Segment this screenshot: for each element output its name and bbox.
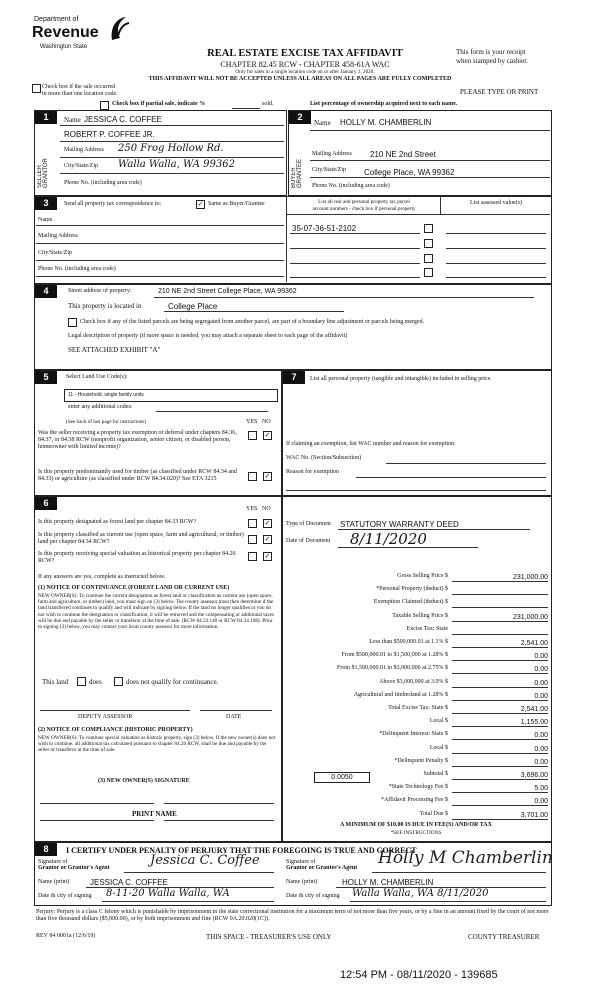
multi-location-label-2: in more than one location code. bbox=[42, 91, 118, 97]
s6-q3-yes-checkbox[interactable] bbox=[248, 552, 257, 561]
tax-row-label: Excise Tax: State bbox=[406, 626, 448, 632]
grantor-signature-label-1: Signature of bbox=[38, 859, 68, 865]
tax-row-value[interactable]: 3,696.00 bbox=[520, 772, 548, 779]
personal-property-label: List all personal property (tangible and intangible) included in selling price. bbox=[310, 376, 492, 382]
receipt-note-1: This form is your receipt bbox=[456, 48, 526, 56]
tax-row-value[interactable]: 2,541.00 bbox=[520, 640, 548, 647]
tax-row-label: *Personal Property (deduct) $ bbox=[376, 586, 448, 592]
grantee-print-name: HOLLY M. CHAMBERLIN bbox=[342, 878, 434, 887]
buyer-city-label: City/State/Zip bbox=[312, 167, 346, 173]
tax-row-value[interactable]: 0.00 bbox=[534, 693, 548, 700]
grantor-print-name: JESSICA C. COFFEE bbox=[90, 878, 168, 887]
received-timestamp: 12:54 PM - 08/11/2020 - 139685 bbox=[340, 969, 498, 981]
parcel-2-personal-checkbox[interactable] bbox=[424, 239, 433, 248]
s5-yes-header: YES bbox=[246, 419, 258, 425]
tax-row-value[interactable]: 2,541.00 bbox=[520, 706, 548, 713]
s5-q2-no-checkbox[interactable]: ✓ bbox=[264, 472, 271, 480]
local-rate-box[interactable] bbox=[314, 772, 370, 783]
located-in-value: College Place bbox=[168, 302, 218, 311]
receipt-note-2: when stamped by cashier. bbox=[456, 57, 528, 65]
tax-row-value[interactable]: 231,000.00 bbox=[512, 614, 548, 621]
doc-date-value: 8/11/2020 bbox=[350, 530, 427, 548]
tax-row-label: *Affidavit Processing Fee $ bbox=[380, 797, 448, 803]
doc-type-label: Type of Document bbox=[286, 521, 331, 527]
assessor-date-label: DATE bbox=[226, 714, 242, 720]
street-address-value: 210 NE 2nd Street College Place, WA 99362 bbox=[158, 288, 297, 295]
buyer-mailing-value: 210 NE 2nd Street bbox=[370, 150, 436, 159]
tax-row-label: From $500,000.01 to $1,500,000 at 1.28% $ bbox=[341, 652, 448, 658]
grantee-signature-label-2: Grantor or Grantee's Agent bbox=[286, 865, 358, 871]
land-use-select[interactable] bbox=[64, 389, 278, 402]
land-use-label: Select Land Use Code(s): bbox=[66, 374, 128, 380]
parcel-header-2: account numbers - check box if personal property bbox=[312, 206, 416, 212]
perjury-note: Perjury: Perjury is a class C felony which is punishable by imprisonment in the state correctional institution for a maximum term of not more than five years, or by a fine in an amount fixed by the court of not more than five thousand dollars ($5,000.00), or by both imprisonment and fine (RCW 9A.20.020(1C)). bbox=[36, 909, 549, 922]
new-owner-signature-label: (3) NEW OWNER(S) SIGNATURE bbox=[98, 778, 190, 784]
partial-sale-label: Check box if partial sale, indicate % bbox=[112, 101, 206, 107]
ownership-list-label: List percentage of ownership acquired next to each name. bbox=[310, 101, 458, 107]
tax-row-value[interactable]: 0.00 bbox=[534, 653, 548, 660]
treasurer-space: THIS SPACE - TREASURER'S USE ONLY bbox=[206, 933, 332, 941]
grantor-date-label: Date & city of signing bbox=[38, 893, 92, 899]
tax-row-label: Subtotal $ bbox=[423, 771, 448, 777]
section-3-number: 3 bbox=[35, 197, 57, 210]
tax-row-value[interactable]: 3,701.00 bbox=[520, 812, 548, 819]
parcel-number-1: 35-07-36-51-2102 bbox=[292, 224, 357, 233]
segregation-label: Check box if any of the listed parcels are being segregated from another parcel, are part of a boundary line adjustment or parcels being merged. bbox=[80, 319, 425, 325]
located-in-label: This property is located in bbox=[68, 302, 142, 310]
this-land-label: This land bbox=[42, 678, 69, 686]
partial-sale-checkbox[interactable] bbox=[100, 101, 109, 110]
grantor-date-city: 8-11-20 Walla Walla, WA bbox=[106, 888, 230, 899]
land-does-not-checkbox[interactable] bbox=[114, 677, 123, 686]
buyer-vertical-label: BUYER GRANTEE bbox=[291, 158, 303, 188]
s6-q2-no-checkbox[interactable]: ✓ bbox=[264, 535, 271, 543]
grantee-name-label: Name (print) bbox=[286, 879, 318, 885]
buyer-name-label: Name bbox=[314, 119, 331, 127]
s3-name-label: Name bbox=[38, 217, 53, 223]
notice-2-body: NEW OWNER(S): To continue special valuation as historic property, sign (3) below. If the new owner(s) does not wish to continue, all additional tax calculated pursuant to chapter 84.26 RCW, shall be due and payable by the seller or transferor at the time of sale. bbox=[38, 735, 276, 754]
tax-row-value[interactable]: 0.00 bbox=[534, 746, 548, 753]
not-accepted-note: THIS AFFIDAVIT WILL NOT BE ACCEPTED UNLESS ALL AREAS ON ALL PAGES ARE FULLY COMPLETED bbox=[148, 76, 452, 82]
section-5-number: 5 bbox=[35, 371, 57, 384]
grantor-name-label: Name (print) bbox=[38, 879, 70, 885]
grantee-signature: Holly M Chamberlin bbox=[378, 848, 553, 868]
s3-phone-label: Phone No. (including area code) bbox=[38, 266, 116, 272]
seller-city-value: Walla Walla, WA 99362 bbox=[118, 159, 235, 170]
parcel-1-personal-checkbox[interactable] bbox=[424, 224, 433, 233]
s6-no-header: NO bbox=[262, 506, 271, 512]
notice-2-title: (2) NOTICE OF COMPLIANCE (HISTORIC PROPERTY) bbox=[38, 727, 193, 733]
tax-row-label: Less than $500,000.01 at 1.1% $ bbox=[369, 639, 448, 645]
tax-row-label: Total Excise Tax: State $ bbox=[388, 705, 448, 711]
tax-row-label: Taxable Selling Price $ bbox=[392, 613, 448, 619]
tax-row-value[interactable]: 0.00 bbox=[534, 732, 548, 739]
section-7-number: 7 bbox=[283, 371, 305, 384]
s5-q1-yes-checkbox[interactable] bbox=[248, 431, 257, 440]
revenue-swirl-icon bbox=[108, 14, 130, 44]
s6-question-3: Is this property receiving special valuation as historical property per chapter 84.26 RCW? bbox=[38, 551, 236, 564]
rev-number: REV 84 0001a (12/6/19) bbox=[36, 933, 96, 939]
s6-q3-no-checkbox[interactable]: ✓ bbox=[264, 552, 271, 560]
sold-label: sold. bbox=[262, 101, 274, 107]
assessed-header: List assessed value(s) bbox=[470, 200, 522, 206]
tax-row-label: Agricultural and timberland at 1.28% $ bbox=[353, 692, 448, 698]
see-back-label: (See back of last page for instructions) bbox=[66, 419, 147, 425]
exemption-reason-label: Reason for exemption bbox=[286, 469, 339, 475]
s5-q1-no-checkbox[interactable]: ✓ bbox=[264, 431, 271, 439]
seller-mailing-value: 250 Frog Hollow Rd. bbox=[118, 143, 224, 154]
parcel-header-1: List all real and personal property tax parcel bbox=[318, 199, 410, 205]
section-6 bbox=[34, 496, 282, 842]
seller-city-label: City/State/Zip bbox=[64, 163, 98, 169]
s3-city-label: City/State/Zip bbox=[38, 250, 72, 256]
please-type: PLEASE TYPE OR PRINT bbox=[460, 88, 539, 96]
seller-vertical-label: SELLER GRANTOR bbox=[37, 158, 49, 188]
tax-row-label: Gross Selling Price $ bbox=[397, 573, 448, 579]
s6-q1-no-checkbox[interactable]: ✓ bbox=[264, 519, 271, 527]
notice-1-title: (1) NOTICE OF CONTINUANCE (FOREST LAND OR CURRENT USE) bbox=[38, 585, 230, 591]
parcel-3-personal-checkbox[interactable] bbox=[424, 254, 433, 263]
tax-row-value[interactable]: 0.00 bbox=[534, 680, 548, 687]
seller-name-2: ROBERT P. COFFEE JR. bbox=[64, 130, 155, 139]
segregation-checkbox[interactable] bbox=[68, 318, 77, 327]
exemption-claim-label: If claiming an exemption, list WAC number and reason for exemption: bbox=[286, 441, 456, 447]
seller-name-label: Name bbox=[64, 116, 81, 124]
same-as-buyer-label: Same as Buyer/Grantee bbox=[208, 201, 265, 207]
section-1-number: 1 bbox=[35, 111, 57, 124]
local-rate-value: 0.0050 bbox=[331, 774, 353, 781]
same-as-buyer-checkbox[interactable]: ✓ bbox=[197, 200, 204, 208]
grantor-signature: Jessica C. Coffee bbox=[150, 853, 260, 868]
form-subtitle: CHAPTER 82.45 RCW - CHAPTER 458-61A WAC bbox=[220, 60, 390, 69]
buyer-name: HOLLY M. CHAMBERLIN bbox=[340, 118, 432, 127]
tax-row-label: *Delinquent Penalty $ bbox=[394, 758, 448, 764]
tax-row-label: Total Due $ bbox=[419, 811, 448, 817]
date-note: Only for sales in a single location code on or after January 1, 2020. bbox=[235, 69, 375, 75]
s3-mailing-label: Mailing Address bbox=[38, 233, 78, 239]
legal-description-value: SEE ATTACHED EXHIBIT "A" bbox=[68, 346, 161, 354]
legal-description-label: Legal description of property (if more space is needed, you may attach a separate sheet to each page of the affidavit) bbox=[68, 333, 348, 339]
minimum-due-note: A MINIMUM OF $10.00 IS DUE IN FEE(S) AND/OR TAX bbox=[340, 822, 492, 828]
additional-codes-label: enter any additional codes: bbox=[68, 404, 133, 410]
s6-yes-header: YES bbox=[246, 506, 258, 512]
grantor-signature-label-2: Grantor or Grantor's Agent bbox=[38, 865, 110, 871]
tax-row-label: *State Technology Fee $ bbox=[388, 784, 448, 790]
s6-question-2: Is this property classified as current use (open space, farm and agricultural, or timber) land per chapter 84.34 RCW? bbox=[38, 532, 244, 545]
buyer-city-value: College Place, WA 99362 bbox=[364, 168, 455, 177]
street-address-label: Street address of property: bbox=[68, 288, 132, 294]
seller-name-1: JESSICA C. COFFEE bbox=[84, 115, 162, 124]
buyer-phone-label: Phone No. (including area code) bbox=[312, 183, 390, 189]
tax-row-value[interactable]: 5.00 bbox=[534, 785, 548, 792]
land-does-checkbox[interactable] bbox=[77, 677, 86, 686]
seller-phone-label: Phone No. (including area code) bbox=[64, 180, 142, 186]
certify-statement: I CERTIFY UNDER PENALTY OF PERJURY THAT THE FOREGOING IS TRUE AND CORRECT bbox=[66, 846, 417, 855]
tax-row-label: Local $ bbox=[429, 745, 448, 751]
if-yes-note: If any answers are yes, complete as instructed below. bbox=[38, 574, 166, 580]
form-title: REAL ESTATE EXCISE TAX AFFIDAVIT bbox=[207, 48, 403, 59]
tax-row-value[interactable]: 0.00 bbox=[534, 666, 548, 673]
tax-row-value[interactable]: 1,155.00 bbox=[520, 719, 548, 726]
s6-question-1: Is this property designated as forest land per chapter 84.33 RCW? bbox=[38, 519, 197, 525]
buyer-mailing-label: Mailing Address bbox=[312, 151, 352, 157]
parcel-4-personal-checkbox[interactable] bbox=[424, 268, 433, 277]
section-6-number: 6 bbox=[35, 497, 57, 510]
does-not-label: does not qualify for continuance. bbox=[126, 678, 219, 686]
section-4-number: 4 bbox=[35, 285, 57, 298]
tax-row-value[interactable]: 0.00 bbox=[534, 798, 548, 805]
multi-location-label-1: Check box if the sale occurred bbox=[42, 84, 116, 90]
section-8-number: 8 bbox=[35, 843, 57, 856]
doc-type-value: STATUTORY WARRANTY DEED bbox=[340, 520, 459, 529]
print-name-label: PRINT NAME bbox=[132, 810, 177, 818]
tax-row-value[interactable]: 0.00 bbox=[534, 759, 548, 766]
wac-label: WAC No. (Section/Subsection) bbox=[286, 455, 362, 461]
s5-question-2: Is this property predominantly used for timber (as classified under RCW 84.34 and 84.33) or agriculture (as classified under RCW 84.34.020)? See ETA 3215 bbox=[38, 469, 238, 482]
does-label: does bbox=[89, 678, 102, 686]
dept-line2: Revenue bbox=[32, 24, 99, 41]
tax-row-label: From $1,500,000.01 to $3,000,000 at 2.75% $ bbox=[337, 665, 448, 671]
tax-row-value[interactable]: 231,000.00 bbox=[512, 574, 548, 581]
dept-line3: Washington State bbox=[40, 44, 88, 50]
s6-q2-yes-checkbox[interactable] bbox=[248, 535, 257, 544]
tax-row-label: Local $ bbox=[429, 718, 448, 724]
doc-date-label: Date of Document bbox=[286, 538, 331, 544]
see-instructions-note: *SEE INSTRUCTIONS bbox=[390, 830, 442, 836]
seller-mailing-label: Mailing Address bbox=[64, 147, 104, 153]
deputy-assessor-label: DEPUTY ASSESSOR bbox=[78, 714, 133, 720]
grantee-signature-label-1: Signature of bbox=[286, 859, 316, 865]
dept-line1: Department of bbox=[34, 16, 79, 23]
tax-row-label: Above $3,000,000 at 3.0% $ bbox=[379, 679, 448, 685]
send-correspondence-label: Send all property tax correspondence to: bbox=[64, 201, 162, 207]
s5-question-1: Was the seller receiving a property tax exemption or deferral under chapters 84.36, 84.37, or 84.38 RCW (nonprofit organization, senior citizen, or disabled person, homeowner with limited income)? bbox=[38, 430, 237, 450]
county-treasurer: COUNTY TREASURER bbox=[468, 933, 540, 941]
tax-row-label: Exemption Claimed (deduct) $ bbox=[373, 599, 448, 605]
land-use-value: 11 - Household, single family units bbox=[68, 392, 144, 398]
revenue-logo bbox=[30, 14, 130, 60]
grantee-date-label: Date & city of signing bbox=[286, 893, 340, 899]
s5-q2-yes-checkbox[interactable] bbox=[248, 472, 257, 481]
grantee-date-city: Walla Walla, WA 8/11/2020 bbox=[352, 888, 489, 899]
notice-1-body: NEW OWNER(S): To continue the current designation as forest land or classification as current use (open space, farm and agriculture, or timber) land, you must sign on (3) below. The county assessor must then determine if the land transferred continues to qualify and will indicate by signing below. If the land no longer qualifies or you do not wish to continue the designation or classification, it will be removed and the compensating or additional taxes will be due and payable by the seller or transferor at the time of sale. (RCW 84.33.140 or RCW 84.34.108). Prior to signing (3) below, you may contact your local county assessor for more information. bbox=[38, 593, 274, 631]
multi-location-checkbox[interactable] bbox=[32, 84, 41, 93]
s6-q1-yes-checkbox[interactable] bbox=[248, 519, 257, 528]
s5-no-header: NO bbox=[262, 419, 271, 425]
tax-row-label: *Delinquent Interest: State $ bbox=[379, 731, 448, 737]
section-2-number: 2 bbox=[289, 111, 311, 124]
